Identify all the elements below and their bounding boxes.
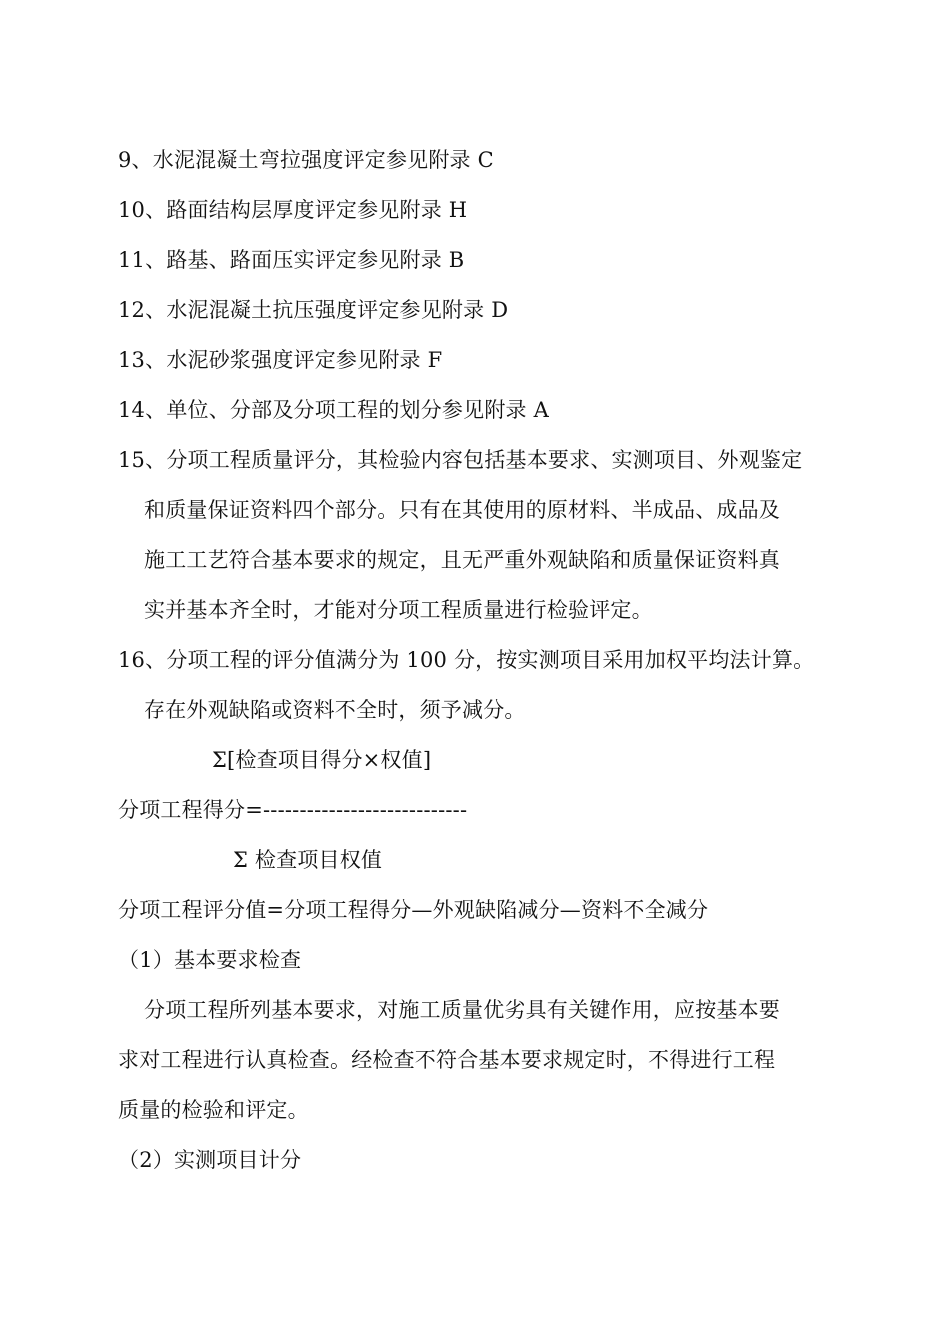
list-item-15-line-2: 和质量保证资料四个部分。只有在其使用的原材料、半成品、成品及 (144, 498, 780, 522)
formula-denominator: Σ 检查项目权值 (233, 848, 383, 872)
section-1-heading: （1）基本要求检查 (118, 948, 302, 972)
list-item-16-line-2: 存在外观缺陷或资料不全时，须予减分。 (144, 698, 526, 722)
section-1-paragraph-line-3: 质量的检验和评定。 (118, 1098, 309, 1122)
list-item-14: 14、单位、分部及分项工程的划分参见附录 A (118, 398, 549, 422)
list-item-15-line-4: 实并基本齐全时，才能对分项工程质量进行检验评定。 (144, 598, 653, 622)
list-item-10: 10、路面结构层厚度评定参见附录 H (118, 198, 468, 222)
formula-numerator: Σ[检查项目得分×权值] (212, 748, 432, 772)
list-item-15-line-1: 15、分项工程质量评分，其检验内容包括基本要求、实测项目、外观鉴定 (118, 448, 803, 472)
list-item-16-line-1: 16、分项工程的评分值满分为 100 分，按实测项目采用加权平均法计算。 (118, 648, 815, 672)
formula-fraction-line: 分项工程得分=---------------------------- (118, 798, 468, 822)
list-item-13: 13、水泥砂浆强度评定参见附录 F (118, 348, 443, 372)
list-item-15-line-3: 施工工艺符合基本要求的规定，且无严重外观缺陷和质量保证资料真 (144, 548, 780, 572)
score-value-formula: 分项工程评分值=分项工程得分—外观缺陷减分—资料不全减分 (118, 898, 709, 922)
list-item-9: 9、水泥混凝土弯拉强度评定参见附录 C (118, 148, 494, 172)
section-2-heading: （2）实测项目计分 (118, 1148, 302, 1172)
list-item-12: 12、水泥混凝土抗压强度评定参见附录 D (118, 298, 509, 322)
section-1-paragraph-line-2: 求对工程进行认真检查。经检查不符合基本要求规定时，不得进行工程 (118, 1048, 776, 1072)
list-item-11: 11、路基、路面压实评定参见附录 B (118, 248, 465, 272)
section-1-paragraph-line-1: 分项工程所列基本要求，对施工质量优劣具有关键作用，应按基本要 (144, 998, 780, 1022)
